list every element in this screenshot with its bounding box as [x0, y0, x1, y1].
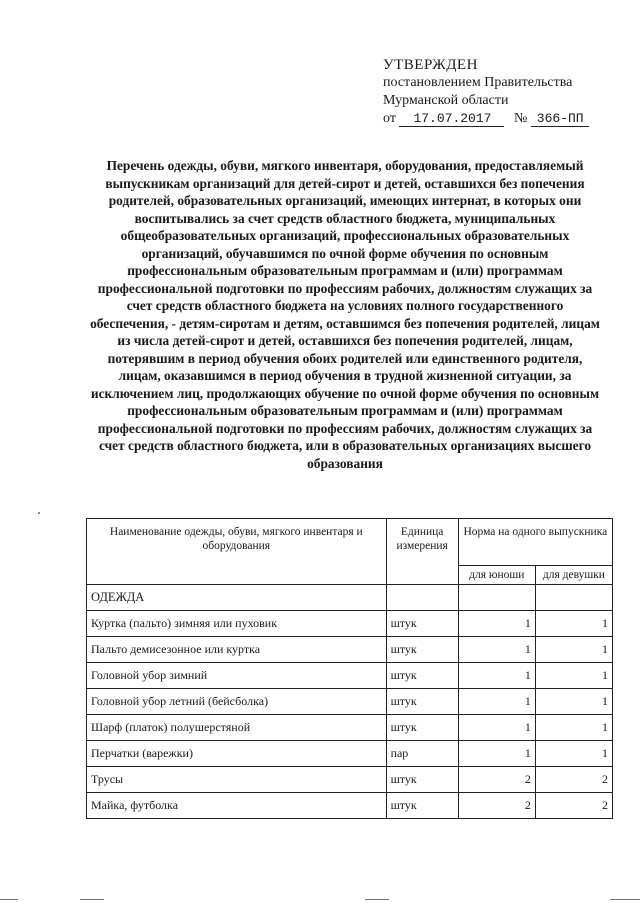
approval-number: 366-ПП: [531, 111, 589, 127]
scan-edge-mark-mid-right: [365, 899, 389, 900]
item-boys: 2: [458, 793, 535, 819]
item-girls: 1: [535, 637, 612, 663]
item-girls: 1: [535, 663, 612, 689]
item-boys: 2: [458, 767, 535, 793]
item-girls: 2: [535, 793, 612, 819]
item-unit: штук: [386, 637, 458, 663]
approval-date: 17.07.2017: [399, 111, 504, 127]
item-unit: штук: [386, 715, 458, 741]
item-girls: 1: [535, 611, 612, 637]
header-norm: Норма на одного выпускника: [458, 519, 612, 566]
approval-date-line: [383, 110, 623, 128]
header-boys: для юноши: [458, 566, 535, 585]
item-unit: штук: [386, 689, 458, 715]
item-name: Перчатки (варежки): [87, 741, 387, 767]
item-boys: 1: [458, 611, 535, 637]
item-name: Головной убор зимний: [87, 663, 387, 689]
table-row: [87, 793, 613, 819]
item-unit: пар: [386, 741, 458, 767]
item-name: Трусы: [87, 767, 387, 793]
approval-line-2: Мурманской области: [383, 93, 509, 108]
scan-edge-mark-left: [0, 899, 18, 900]
item-name: Куртка (пальто) зимняя или пуховик: [87, 611, 387, 637]
table-row: [87, 767, 613, 793]
item-unit: штук: [386, 767, 458, 793]
item-girls: 1: [535, 741, 612, 767]
item-name: Майка, футболка: [87, 793, 387, 819]
item-name: Головной убор летний (бейсболка): [87, 689, 387, 715]
scan-edge-mark-mid-left: [80, 899, 104, 900]
table-row: [87, 637, 613, 663]
table-header-row: [87, 519, 613, 566]
header-girls: для девушки: [535, 566, 612, 585]
table-row: [87, 741, 613, 767]
section-label: ОДЕЖДА: [87, 585, 387, 611]
table-row: [87, 611, 613, 637]
item-boys: 1: [458, 741, 535, 767]
table-row: [87, 715, 613, 741]
scan-speck: [38, 512, 40, 514]
item-boys: 1: [458, 663, 535, 689]
header-unit: Единица измерения: [386, 519, 458, 585]
item-girls: 1: [535, 715, 612, 741]
item-unit: штук: [386, 793, 458, 819]
item-boys: 1: [458, 689, 535, 715]
item-girls: 2: [535, 767, 612, 793]
item-name: Шарф (платок) полушерстяной: [87, 715, 387, 741]
approval-line-1: постановлением Правительства: [383, 75, 573, 90]
scan-edge-mark-right: [610, 899, 640, 900]
item-unit: штук: [386, 663, 458, 689]
approval-heading: УТВЕРЖДЕН: [383, 57, 478, 73]
from-label: от: [383, 111, 396, 126]
item-boys: 1: [458, 715, 535, 741]
item-boys: 1: [458, 637, 535, 663]
document-title: Перечень одежды, обуви, мягкого инвентаря, оборудования, предоставляемый выпускникам организаций для детей-сирот и детей, оставшихся без попечения родителей, образовательных организаций, имеющих интернат, в которых они воспитывались за счет средств областного бюджета, муниципальных общеобразовательных организаций, профессиональных образовательных организаций, обучавшимся по очной форме обучения по основным профессиональным образовательным программам и (или) программам профессиональной подготовки по профессиям рабочих, должностям служащих за счет средств областного бюджета на условиях полного государственного обеспечения, - детям-сиротам и детям, оставшимся без попечения родителей, лицам из числа детей-сирот и детей, оставшихся без попечения родителей, лицам, потерявшим в период обучения обоих родителей или единственного родителя, лицам, оказавшимся в период обучения в трудной жизненной ситуации, за исключением лиц, продолжающих обучение по очной форме обучения по основным профессиональным образовательным программам и (или) программам профессиональной подготовки по профессиям рабочих, должностям служащих за счет средств областного бюджета, или в образовательных организациях высшего образования: [90, 158, 600, 471]
section-row: [87, 585, 613, 611]
approval-block: [383, 56, 623, 128]
item-name: Пальто демисезонное или куртка: [87, 637, 387, 663]
item-girls: 1: [535, 689, 612, 715]
item-unit: штук: [386, 611, 458, 637]
table-row: [87, 689, 613, 715]
header-name: Наименование одежды, обуви, мягкого инвентаря и оборудования: [87, 519, 387, 585]
number-label: №: [513, 111, 528, 126]
table-row: [87, 663, 613, 689]
norms-table: [86, 518, 613, 819]
